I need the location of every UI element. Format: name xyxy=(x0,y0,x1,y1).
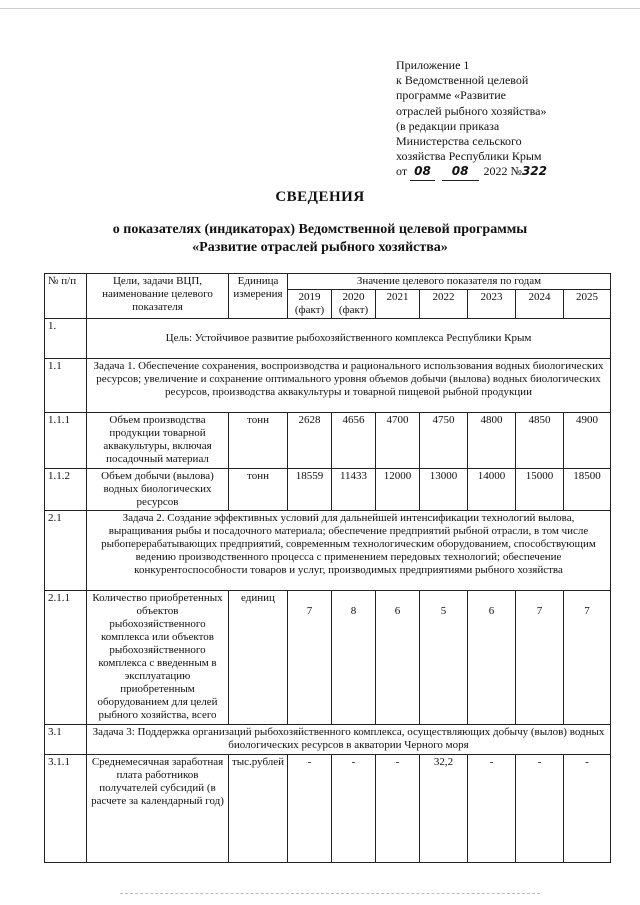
row-num: 2.1.1 xyxy=(45,591,87,725)
appendix-line: Приложение 1 xyxy=(396,58,470,72)
value-cell: 4656 xyxy=(332,413,376,469)
header-goal: Цели, задачи ВЦП, наименование целевого показателя xyxy=(87,274,229,319)
appendix-line: программе «Развитие xyxy=(396,88,507,103)
task-row xyxy=(45,725,611,755)
value-cell: 7 xyxy=(564,591,611,725)
goal-row xyxy=(45,319,611,359)
value-cell: - xyxy=(516,755,564,863)
row-num: 2.1 xyxy=(45,511,87,591)
header-row xyxy=(45,274,611,290)
indicator-row xyxy=(45,469,611,511)
value-cell: 13000 xyxy=(420,469,468,511)
indicator-unit: тыс.рублей xyxy=(229,755,288,863)
value-cell: 4850 xyxy=(516,413,564,469)
task-text: Задача 3: Поддержка организаций рыбохозяйственного комплекса, осуществляющих добычу (вылов) водных биологических ресурсов в акватории Черного моря xyxy=(87,725,611,755)
row-num: 1.1 xyxy=(45,359,87,413)
year-cell: 2019 (факт) xyxy=(288,290,332,319)
date-month: 08 xyxy=(442,164,479,180)
appendix-line: отраслей рыбного хозяйства» xyxy=(396,103,547,118)
indicator-name: Объем добычи (вылова) водных биологических ресурсов xyxy=(87,469,229,511)
date-year: 2022 xyxy=(483,164,508,179)
value-cell: 2628 xyxy=(288,413,332,469)
document-subtitle-line1: о показателях (индикаторах) Ведомственной целевой программы xyxy=(112,222,528,237)
date-prefix: от xyxy=(396,164,408,179)
appendix-line: к Ведомственной целевой xyxy=(396,73,529,88)
row-num: 1.1.1 xyxy=(45,413,87,469)
number-sign: № xyxy=(510,164,522,179)
value-cell: 12000 xyxy=(376,469,420,511)
date-day: 08 xyxy=(410,164,435,180)
indicator-unit: тонн xyxy=(229,469,288,511)
value-cell: 4700 xyxy=(376,413,420,469)
header-unit: Единица измерения xyxy=(229,274,288,319)
goal-text: Цель: Устойчивое развитие рыбохозяйственного комплекса Республики Крым xyxy=(87,319,611,359)
indicator-row xyxy=(45,591,611,725)
value-cell: - xyxy=(288,755,332,863)
row-num: 1.1.2 xyxy=(45,469,87,511)
year-cell: 2021 xyxy=(376,290,420,319)
value-cell: 4750 xyxy=(420,413,468,469)
task-text: Задача 2. Создание эффективных условий для дальнейшей интенсификации технологий вылова, выращивания рыбы и посадочного материала; обеспечение предприятий рыбной отрасли, в том числе рыбоперерабатывающих предприятий, современным технологическим оборудованием, способствующим ведению производственного процесса с применением передовых технологий; обеспечение конкурентоспособности товаров и услуг, производимых предприятиями рыбного хозяйства xyxy=(87,511,611,591)
indicator-row xyxy=(45,755,611,863)
year-cell: 2022 xyxy=(420,290,468,319)
year-cell: 2023 xyxy=(468,290,516,319)
indicator-row xyxy=(45,413,611,469)
value-cell: 6 xyxy=(468,591,516,725)
row-num: 3.1 xyxy=(45,725,87,755)
scan-bottom-edge xyxy=(120,893,540,895)
appendix-date-line xyxy=(396,164,606,180)
year-cell: 2025 xyxy=(564,290,611,319)
indicator-unit: единиц xyxy=(229,591,288,725)
row-num: 1. xyxy=(45,319,87,359)
value-cell: 4800 xyxy=(468,413,516,469)
value-cell: 5 xyxy=(420,591,468,725)
value-cell: 7 xyxy=(288,591,332,725)
header-values: Значение целевого показателя по годам xyxy=(288,274,611,290)
value-cell: 18500 xyxy=(564,469,611,511)
year-cell: 2024 xyxy=(516,290,564,319)
year-cell: 2020 (факт) xyxy=(332,290,376,319)
value-cell: 14000 xyxy=(468,469,516,511)
value-cell: - xyxy=(564,755,611,863)
value-cell: 8 xyxy=(332,591,376,725)
value-cell: - xyxy=(332,755,376,863)
value-cell: 11433 xyxy=(332,469,376,511)
value-cell: - xyxy=(468,755,516,863)
indicator-unit: тонн xyxy=(229,413,288,469)
appendix-line: (в редакции приказа xyxy=(396,118,500,133)
value-cell: 7 xyxy=(516,591,564,725)
order-number: 322 xyxy=(521,164,548,179)
indicator-name: Количество приобретенных объектов рыбохозяйственного комплекса или объектов рыбохозяйственного комплекса с введенным в эксплуатацию приобретенным оборудованием для целей рыбного хозяйства, всего xyxy=(87,591,229,725)
scan-edge xyxy=(0,8,640,9)
document-title: СВЕДЕНИЯ xyxy=(275,189,365,205)
indicators-table xyxy=(44,273,611,863)
document-subtitle-line2: «Развитие отраслей рыбного хозяйства» xyxy=(192,240,448,255)
indicator-name: Объем производства продукции товарной аквакультуры, включая посадочный материал xyxy=(87,413,229,469)
task-text: Задача 1. Обеспечение сохранения, воспроизводства и рационального использования водных биологических ресурсов; увеличение и сохранение оптимального уровня объемов добычи (вылова) водных биологических ресурсов, производства аквакультуры и товарной пищевой рыбной продукции xyxy=(87,359,611,413)
appendix-line: Министерства сельского xyxy=(396,134,522,149)
value-cell: 15000 xyxy=(516,469,564,511)
task-row xyxy=(45,511,611,591)
appendix-line: хозяйства Республики Крым xyxy=(396,149,542,164)
header-num: № п/п xyxy=(45,274,87,319)
value-cell: - xyxy=(376,755,420,863)
task-row xyxy=(45,359,611,413)
appendix-block xyxy=(396,58,606,181)
row-num: 3.1.1 xyxy=(45,755,87,863)
indicator-name: Среднемесячная заработная плата работников получателей субсидий (в расчете за календарный год) xyxy=(87,755,229,863)
value-cell: 4900 xyxy=(564,413,611,469)
value-cell: 32,2 xyxy=(420,755,468,863)
value-cell: 6 xyxy=(376,591,420,725)
value-cell: 18559 xyxy=(288,469,332,511)
